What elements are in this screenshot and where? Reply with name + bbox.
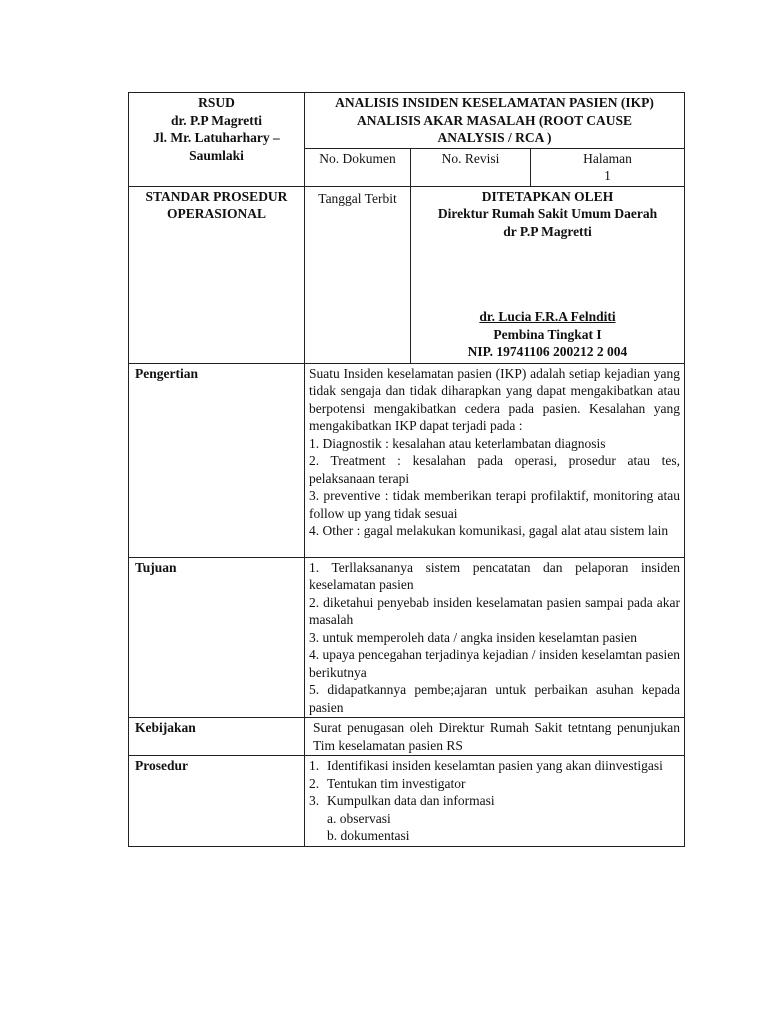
header-row (129, 93, 685, 149)
step-text: Kumpulkan data dan informasi (327, 793, 495, 808)
sop-label-line-2: OPERASIONAL (166, 206, 266, 221)
sop-row (129, 186, 685, 363)
pengertian-intro: Suatu Insiden keselamatan pasien (IKP) adalah setiap kejadian yang tidak sengaja dan tidak diharapkan yang dapat mengakibatkan atau berpotensi mengakibatkan cedera pada pasien. Kesalahan yang mengakibatkan IKP dapat terjadi pada : (309, 365, 680, 433)
signer-rank: Pembina Tingkat I (493, 326, 602, 342)
tujuan-item: 4. upaya pencegahan terjadinya kejadian / insiden keselamtan pasien berikutnya (309, 647, 680, 680)
title-line-2: ANALISIS AKAR MASALAH (ROOT CAUSE (356, 112, 633, 128)
step-number: 3. (309, 793, 320, 808)
prosedur-label: Prosedur (129, 756, 305, 847)
tujuan-content (305, 557, 685, 718)
halaman-value: 1 (604, 168, 611, 183)
signer-name: dr. Lucia F.R.A Felnditi (479, 309, 616, 324)
step-text: Tentukan tim investigator (327, 775, 466, 791)
pengertian-item: 4. Other : gagal melakukan komunikasi, gagal alat atau sistem lain (309, 523, 669, 538)
pengertian-item: 3. preventive : tidak memberikan terapi profilaktif, monitoring atau follow up yang tidak sesuai (309, 488, 680, 521)
tujuan-label: Tujuan (129, 557, 305, 718)
hospital-city: Saumlaki (189, 147, 244, 163)
tujuan-item: 1. Terllaksananya sistem pencatatan dan pelaporan insiden keselamatan pasien (309, 559, 680, 592)
no-revisi-cell: No. Revisi (411, 148, 531, 186)
tanggal-terbit-cell: Tanggal Terbit (305, 186, 411, 363)
sop-label (129, 186, 305, 363)
tujuan-item: 5. didapatkannya pembe;ajaran untuk perbaikan asuhan kepada pasien (309, 682, 680, 715)
kebijakan-row (129, 718, 685, 756)
prosedur-content (305, 756, 685, 847)
prosedur-subitem: a. observasi (327, 810, 391, 826)
pengertian-content (305, 363, 685, 557)
tujuan-item: 3. untuk memperoleh data / angka insiden keselamtan pasien (309, 629, 638, 645)
pengertian-label: Pengertian (129, 363, 305, 557)
pengertian-item: 1. Diagnostik : kesalahan atau keterlambatan diagnosis (309, 435, 606, 451)
approval-block (411, 186, 685, 363)
approval-line-3: dr P.P Magretti (503, 223, 592, 239)
pengertian-row (129, 363, 685, 557)
sop-table (128, 92, 685, 847)
hospital-doctor: dr. P.P Magretti (171, 112, 262, 128)
sop-label-line-1: STANDAR PROSEDUR (145, 188, 288, 204)
hospital-name: RSUD (198, 95, 235, 110)
hospital-street: Jl. Mr. Latuharhary – (153, 130, 280, 145)
prosedur-row (129, 756, 685, 847)
halaman-cell (531, 148, 685, 186)
document-title (305, 93, 685, 149)
title-line-3: ANALYSIS / RCA ) (437, 130, 552, 145)
tujuan-row (129, 557, 685, 718)
hospital-block (129, 93, 305, 187)
no-dokumen-cell: No. Dokumen (305, 148, 411, 186)
halaman-label: Halaman (583, 150, 632, 166)
kebijakan-label: Kebijakan (129, 718, 305, 756)
title-line-1: ANALISIS INSIDEN KESELAMATAN PASIEN (IKP) (335, 95, 654, 110)
step-number: 1. (309, 758, 320, 773)
prosedur-step (309, 792, 680, 810)
step-text: Identifikasi insiden keselamtan pasien yang akan diinvestigasi (327, 758, 663, 773)
approval-heading: DITETAPKAN OLEH (481, 188, 614, 204)
pengertian-item: 2. Treatment : kesalahan pada operasi, prosedur atau tes, pelaksanaan terapi (309, 453, 680, 486)
prosedur-subitem: b. dokumentasi (327, 828, 410, 843)
approval-line-2: Direktur Rumah Sakit Umum Daerah (437, 206, 658, 221)
prosedur-step (309, 775, 680, 793)
signer-nip: NIP. 19741106 200212 2 004 (467, 344, 628, 359)
prosedur-step (309, 757, 680, 775)
kebijakan-content: Surat penugasan oleh Direktur Rumah Sakit tetntang penunjukan Tim keselamatan pasien RS (305, 718, 685, 756)
step-number: 2. (309, 775, 320, 791)
tujuan-item: 2. diketahui penyebab insiden keselamatan pasien sampai pada akar masalah (309, 594, 680, 627)
